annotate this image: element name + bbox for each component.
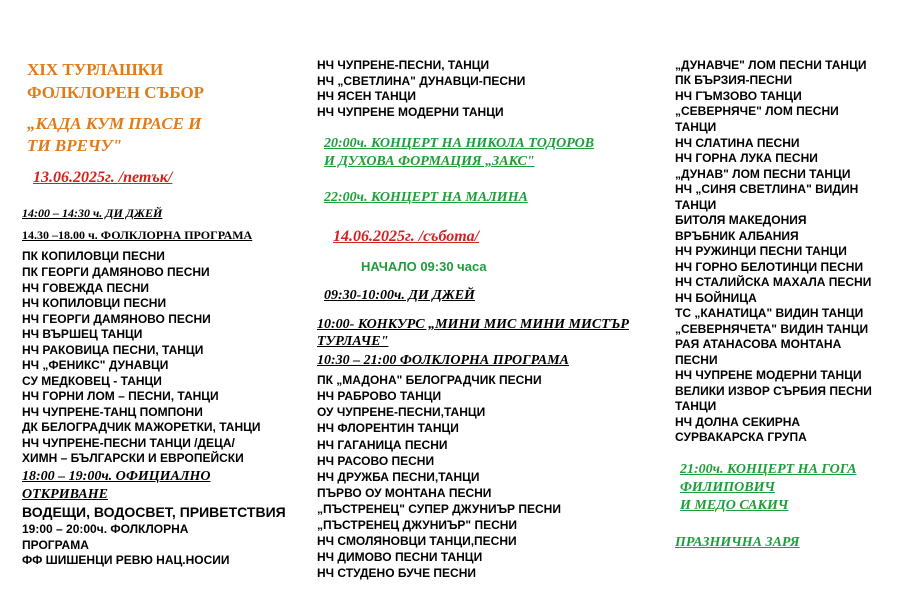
list-item: НЧ ЧУПРЕНЕ-ТАНЦ ПОМПОНИ bbox=[22, 405, 203, 419]
list-item: НЧ РАСОВО ПЕСНИ bbox=[317, 454, 435, 468]
list-item: ПК КОПИЛОВЦИ ПЕСНИ bbox=[22, 249, 165, 263]
list-item: НЧ ВЪРШЕЦ ТАНЦИ bbox=[22, 327, 143, 341]
date-day1: 13.06.2025г. /петък/ bbox=[33, 169, 173, 186]
list-item: НЧ ГОРНИ ЛОМ – ПЕСНИ, ТАНЦИ bbox=[22, 389, 219, 403]
list-item: НЧ ГЕОРГИ ДАМЯНОВО ПЕСНИ bbox=[22, 312, 211, 326]
list-item: НЧ РАБРОВО ТАНЦИ bbox=[317, 389, 442, 403]
festival-subtitle-line1: „КАДА КУМ ПРАСЕ И bbox=[27, 114, 202, 133]
list-item: СУРВАКАРСКА ГРУПА bbox=[675, 430, 807, 444]
list-item: ТАНЦИ bbox=[675, 198, 717, 212]
list-item: НЧ ЧУПРЕНЕ-ПЕСНИ, ТАНЦИ bbox=[317, 58, 490, 72]
fireworks: ПРАЗНИЧНА ЗАРЯ bbox=[675, 535, 800, 550]
concert-nikola-line2: И ДУХОВА ФОРМАЦИЯ „ЗАКС" bbox=[324, 154, 535, 169]
list-item: ВРЪБНИК АЛБАНИЯ bbox=[675, 229, 799, 243]
list-item: НЧ ЯСЕН ТАНЦИ bbox=[317, 89, 417, 103]
official-opening-line2: ОТКРИВАНЕ bbox=[22, 487, 108, 502]
official-opening-line1: 18:00 – 19:00ч. ОФИЦИАЛНО bbox=[22, 469, 211, 484]
column-day2-continued bbox=[660, 0, 911, 599]
list-item: ТАНЦИ bbox=[675, 399, 717, 413]
list-item: ДК БЕЛОГРАДЧИК МАЖОРЕТКИ, ТАНЦИ bbox=[22, 420, 261, 434]
festival-title-line2: ФОЛКЛОРЕН СЪБОР bbox=[27, 83, 205, 102]
list-item: ФФ ШИШЕНЦИ РЕВЮ НАЦ.НОСИИ bbox=[22, 553, 230, 567]
folk-program-day2: 10:30 – 21:00 ФОЛКЛОРНА ПРОГРАМА bbox=[317, 353, 570, 368]
list-item: НЧ ЧУПРЕНЕ МОДЕРНИ ТАНЦИ bbox=[675, 368, 862, 382]
folk-program-2-line1: 19:00 – 20:00ч. ФОЛКЛОРНА bbox=[22, 522, 189, 536]
list-item: ПК „МАДОНА" БЕЛОГРАДЧИК ПЕСНИ bbox=[317, 373, 542, 387]
list-item: НЧ СТАЛИЙСКА МАХАЛА ПЕСНИ bbox=[675, 275, 872, 289]
folk-program-day1: 14.30 –18.00 ч. ФОЛКЛОРНА ПРОГРАМА bbox=[22, 228, 253, 242]
list-item: РАЯ АТАНАСОВА МОНТАНА bbox=[675, 337, 842, 351]
list-item: ПЕСНИ bbox=[675, 353, 718, 367]
list-item: НЧ ДРУЖБА ПЕСНИ,ТАНЦИ bbox=[317, 470, 480, 484]
list-item: НЧ ФЛОРЕНТИН ТАНЦИ bbox=[317, 421, 459, 435]
list-item: СУ МЕДКОВЕЦ - ТАНЦИ bbox=[22, 374, 162, 388]
list-item: ПЪРВО ОУ МОНТАНА ПЕСНИ bbox=[317, 486, 492, 500]
list-item: НЧ СЛАТИНА ПЕСНИ bbox=[675, 136, 800, 150]
list-item: ПК ГЕОРГИ ДАМЯНОВО ПЕСНИ bbox=[22, 265, 210, 279]
concert-goga-line3: И МЕДО САКИЧ bbox=[680, 498, 789, 513]
list-item: НЧ „СИНЯ СВЕТЛИНА" ВИДИН bbox=[675, 182, 859, 196]
dj-slot-day2: 09:30-10:00ч. ДИ ДЖЕЙ bbox=[324, 288, 475, 303]
list-item: НЧ КОПИЛОВЦИ ПЕСНИ bbox=[22, 296, 167, 310]
list-item: БИТОЛЯ МАКЕДОНИЯ bbox=[675, 213, 807, 227]
list-item: „СЕВЕРНЯЧЕ" ЛОМ ПЕСНИ bbox=[675, 104, 839, 118]
list-item: НЧ СТУДЕНО БУЧЕ ПЕСНИ bbox=[317, 566, 477, 580]
list-item: НЧ ГАГАНИЦА ПЕСНИ bbox=[317, 438, 448, 452]
list-item: ХИМН – БЪЛГАРСКИ И ЕВРОПЕЙСКИ bbox=[22, 451, 244, 465]
list-item: НЧ СМОЛЯНОВЦИ ТАНЦИ,ПЕСНИ bbox=[317, 534, 517, 548]
list-item: „ПЪСТРЕНЕЦ ДЖУНИЪР" ПЕСНИ bbox=[317, 518, 518, 532]
date-day2: 14.06.2025г. /събота/ bbox=[333, 228, 480, 245]
list-item: НЧ „ФЕНИКС" ДУНАВЦИ bbox=[22, 358, 169, 372]
list-item: „ПЪСТРЕНЕЦ" СУПЕР ДЖУНИЪР ПЕСНИ bbox=[317, 502, 561, 516]
contest-line1: 10:00- КОНКУРС „МИНИ МИС МИНИ МИСТЪР bbox=[317, 317, 629, 332]
list-item: „ДУНАВ" ЛОМ ПЕСНИ ТАНЦИ bbox=[675, 167, 851, 181]
list-item: „СЕВЕРНЯЧЕТА" ВИДИН ТАНЦИ bbox=[675, 322, 869, 336]
concert-goga-line2: ФИЛИПОВИЧ bbox=[680, 480, 775, 495]
contest-line2: ТУРЛАЧЕ" bbox=[317, 334, 389, 349]
list-item: НЧ БОЙНИЦА bbox=[675, 291, 757, 305]
folk-program-2-line2: ПРОГРАМА bbox=[22, 538, 89, 552]
list-item: НЧ РАКОВИЦА ПЕСНИ, ТАНЦИ bbox=[22, 343, 204, 357]
list-item: НЧ „СВЕТЛИНА" ДУНАВЦИ-ПЕСНИ bbox=[317, 74, 526, 88]
list-item: НЧ ЧУПРЕНЕ МОДЕРНИ ТАНЦИ bbox=[317, 105, 504, 119]
concert-malina: 22:00ч. КОНЦЕРТ НА МАЛИНА bbox=[324, 190, 528, 205]
list-item: НЧ ГОРНО БЕЛОТИНЦИ ПЕСНИ bbox=[675, 260, 864, 274]
list-item: „ДУНАВЧЕ" ЛОМ ПЕСНИ ТАНЦИ bbox=[675, 58, 867, 72]
column-day1 bbox=[0, 0, 300, 599]
list-item: НЧ ГОРНА ЛУКА ПЕСНИ bbox=[675, 151, 818, 165]
list-item: НЧ ДИМОВО ПЕСНИ ТАНЦИ bbox=[317, 550, 483, 564]
list-item: ОУ ЧУПРЕНЕ-ПЕСНИ,ТАНЦИ bbox=[317, 405, 486, 419]
list-item: НЧ ГОВЕЖДА ПЕСНИ bbox=[22, 281, 150, 295]
list-item: ТС „КАНАТИЦА" ВИДИН ТАНЦИ bbox=[675, 306, 864, 320]
list-item: НЧ ГЪМЗОВО ТАНЦИ bbox=[675, 89, 802, 103]
list-item: НЧ ДОЛНА СЕКИРНА bbox=[675, 415, 801, 429]
concert-goga-line1: 21:00ч. КОНЦЕРТ НА ГОГА bbox=[680, 462, 857, 477]
festival-title-line1: XIX ТУРЛАШКИ bbox=[27, 60, 164, 79]
list-item: НЧ ЧУПРЕНЕ-ПЕСНИ ТАНЦИ /ДЕЦА/ bbox=[22, 436, 235, 450]
concert-nikola-line1: 20:00ч. КОНЦЕРТ НА НИКОЛА ТОДОРОВ bbox=[324, 136, 595, 151]
list-item: НЧ РУЖИНЦИ ПЕСНИ ТАНЦИ bbox=[675, 244, 847, 258]
start-time-day2: НАЧАЛО 09:30 часа bbox=[361, 259, 487, 274]
official-opening-details: ВОДЕЩИ, ВОДОСВЕТ, ПРИВЕТСТВИЯ bbox=[22, 504, 286, 520]
list-item: ПК БЪРЗИЯ-ПЕСНИ bbox=[675, 73, 793, 87]
list-item: ВЕЛИКИ ИЗВОР СЪРБИЯ ПЕСНИ bbox=[675, 384, 872, 398]
column-day1-evening-day2 bbox=[300, 0, 660, 599]
dj-slot-day1: 14:00 – 14:30 ч. ДИ ДЖЕЙ bbox=[22, 206, 163, 220]
list-item: ТАНЦИ bbox=[675, 120, 717, 134]
festival-subtitle-line2: ТИ ВРЕЧУ" bbox=[27, 136, 122, 155]
